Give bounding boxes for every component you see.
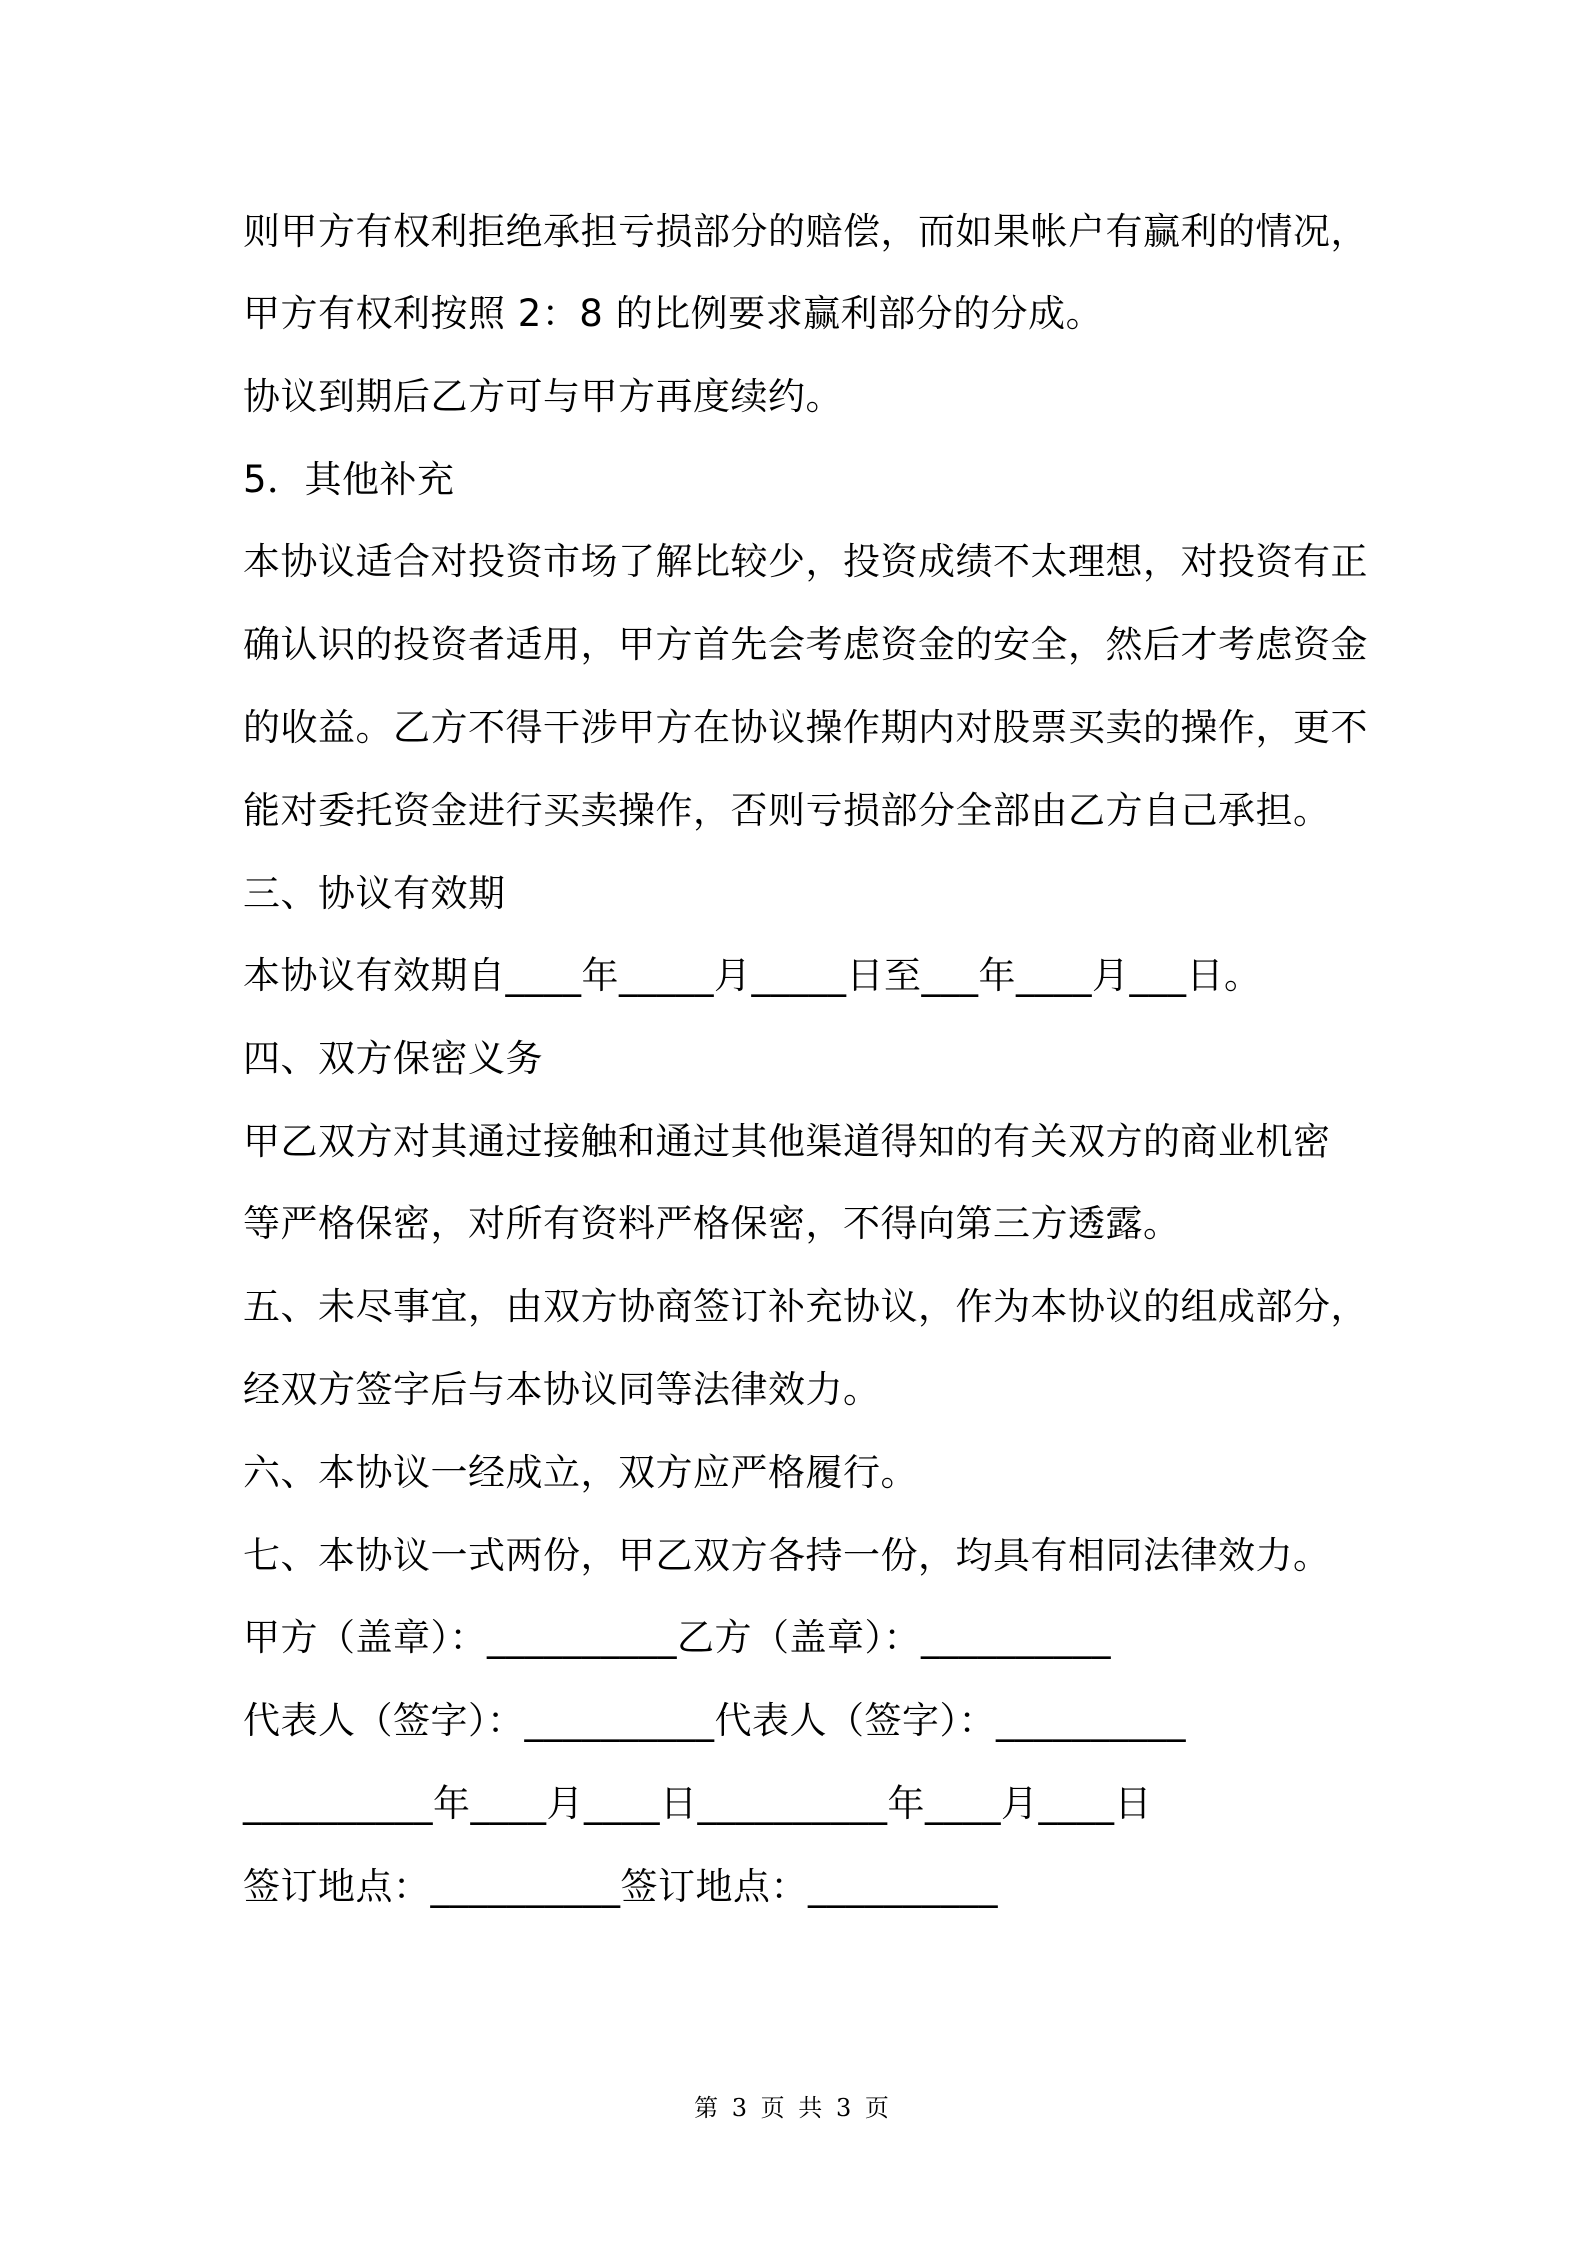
- paragraph-line: 能对委托资金进行买卖操作，否则亏损部分全部由乙方自己承担。: [243, 789, 1331, 832]
- paragraph-line: 五、未尽事宜，由双方协商签订补充协议，作为本协议的组成部分，: [243, 1285, 1368, 1328]
- paragraph-line: 协议到期后乙方可与甲方再度续约。: [243, 375, 843, 418]
- signature-line-place: 签订地点：__________签订地点：__________: [243, 1865, 998, 1908]
- paragraph-line: 等严格保密，对所有资料严格保密，不得向第三方透露。: [243, 1202, 1181, 1245]
- paragraph-line: 六、本协议一经成立，双方应严格履行。: [243, 1451, 918, 1494]
- paragraph-line: 本协议适合对投资市场了解比较少，投资成绩不太理想，对投资有正: [243, 540, 1368, 583]
- section-heading: 5．其他补充: [243, 458, 455, 501]
- paragraph-line: 则甲方有权利拒绝承担亏损部分的赔偿，而如果帐户有赢利的情况，: [243, 210, 1368, 253]
- page-number-footer: 第 3 页 共 3 页: [694, 2094, 892, 2122]
- paragraph-line: 的收益。乙方不得干涉甲方在协议操作期内对股票买卖的操作，更不: [243, 706, 1368, 749]
- paragraph-line: 甲方有权利按照 2：8 的比例要求赢利部分的分成。: [243, 292, 1104, 335]
- paragraph-line: 甲乙双方对其通过接触和通过其他渠道得知的有关双方的商业机密: [243, 1120, 1331, 1163]
- section-heading: 四、双方保密义务: [243, 1037, 543, 1080]
- section-heading: 三、协议有效期: [243, 872, 506, 915]
- paragraph-line: 确认识的投资者适用，甲方首先会考虑资金的安全，然后才考虑资金: [243, 623, 1368, 666]
- signature-line-seal: 甲方（盖章）：__________乙方（盖章）：__________: [243, 1616, 1111, 1659]
- signature-line-date: __________年____月____日__________年____月____日: [243, 1782, 1152, 1825]
- validity-period-line: 本协议有效期自____年_____月_____日至___年____月___日。: [243, 954, 1262, 997]
- signature-line-representative: 代表人（签字）：__________代表人（签字）：__________: [243, 1699, 1186, 1742]
- paragraph-line: 七、本协议一式两份，甲乙双方各持一份，均具有相同法律效力。: [243, 1534, 1331, 1577]
- paragraph-line: 经双方签字后与本协议同等法律效力。: [243, 1368, 881, 1411]
